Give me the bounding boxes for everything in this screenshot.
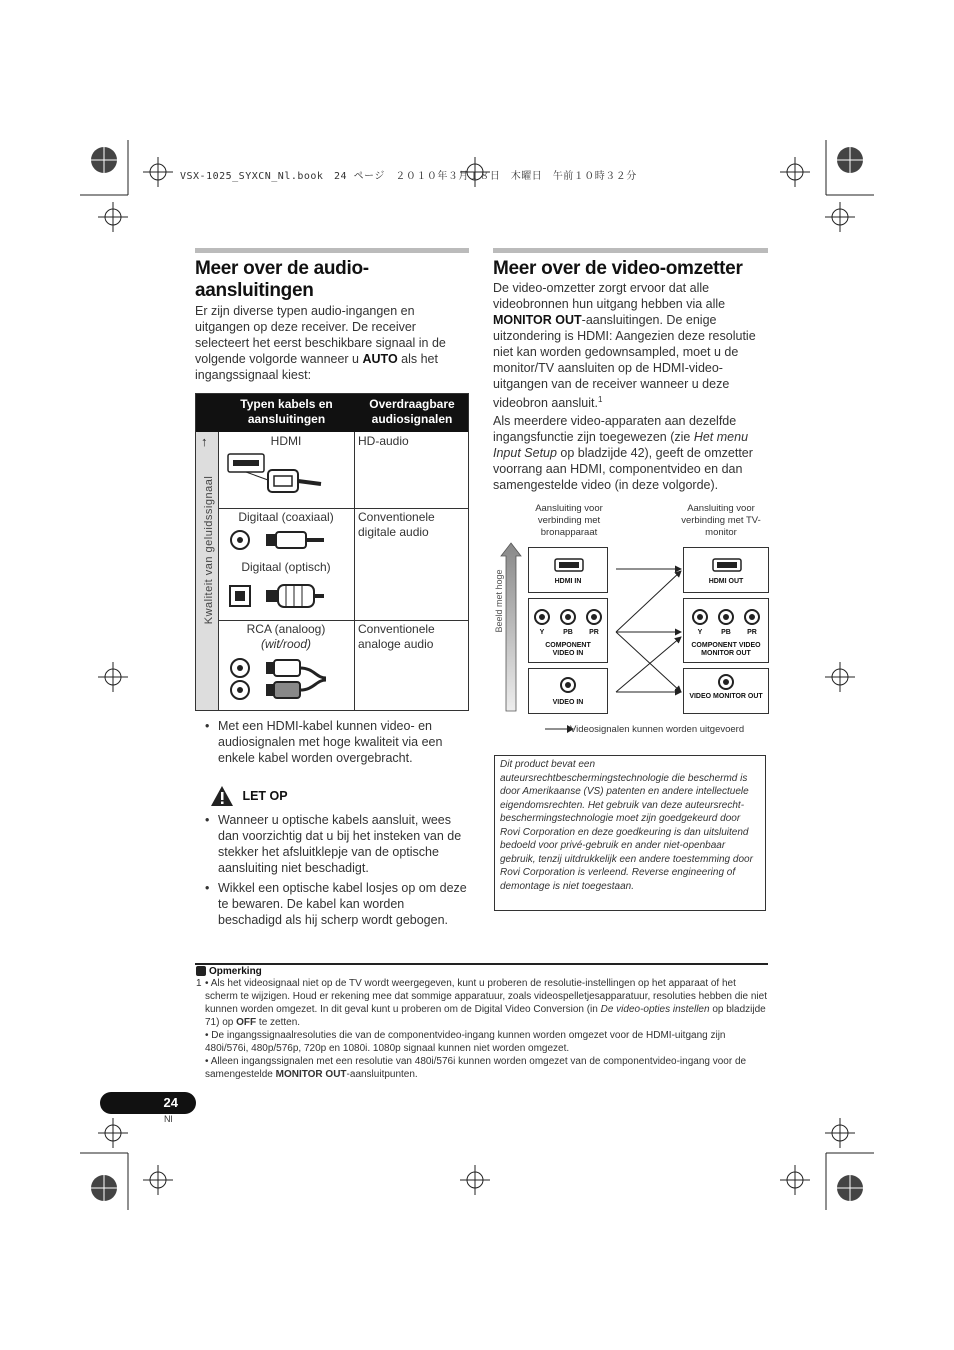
warning-icon xyxy=(210,785,234,807)
quality-arrow-icon: ↑ xyxy=(201,434,208,449)
footnote-body xyxy=(196,977,768,1081)
audio-intro xyxy=(195,303,469,383)
footnote-3 xyxy=(196,1055,768,1081)
hdmi-out-box xyxy=(683,547,769,593)
footnote-1 xyxy=(196,977,768,1029)
caution-item: • Wanneer u optische kabels aansluit, wees dan voorzichtig dat u bij het insteken van de stekker het afsluitklepje van de optische aansluiting niet beschadigt. xyxy=(196,812,470,876)
auto-label: AUTO xyxy=(362,352,398,366)
file-header: VSX-1025_SYXCN_Nl.book 24 ページ ２０１０年３月１８日 木曜日 午前１０時３２分 xyxy=(180,171,637,182)
hdmi-bullet: • Met een HDMI-kabel kunnen video- en audiosignalen met hoge kwaliteit via een enkele kabel worden overgebracht. xyxy=(196,718,470,766)
row-analog-signal: Conventionele analoge audio xyxy=(358,622,435,651)
row-digital-signal: Conventionele digitale audio xyxy=(358,510,435,539)
rca-sub-label: (wit/rood) xyxy=(260,637,311,651)
hdmi-out-port-icon xyxy=(712,558,742,572)
diagram-side-label: Beeld met hoge xyxy=(494,569,504,633)
input-setup-ref: Het menu Input Setup xyxy=(493,430,749,460)
note-3-end: -aansluitpunten. xyxy=(346,1069,418,1080)
note-icon xyxy=(196,966,206,976)
page-number-tab xyxy=(100,1092,196,1114)
component-in-label: COMPONENT VIDEO IN xyxy=(545,642,591,657)
audio-bullets xyxy=(196,718,470,770)
video-out-label: VIDEO MONITOR OUT xyxy=(689,693,763,700)
rca-label: RCA (analoog) xyxy=(246,622,326,636)
section-bar-video xyxy=(493,248,768,253)
row-hdmi-cable: HDMI xyxy=(270,434,302,448)
note-3-text: • Alleen ingangssignalen met een resolutie van 480i/576i kunnen worden omgezet van de componentvideo-ingang voor de samengestelde xyxy=(205,1056,747,1080)
video-p2-end: op bladzijde 42), geeft de omzetter voorrang aan HDMI, componentvideo en dan samengestelde video (in deze volgorde). xyxy=(493,446,753,492)
diagram-legend: Videosignalen kunnen worden uitgevoerd xyxy=(570,724,745,735)
video-intro xyxy=(493,280,768,411)
video-p1-end: -aansluitingen. De enige uitzondering is HDMI: Aangezien deze resolutie niet kan worden gedownsampled, moet u de monitor/TV aansluiten op de HDMI-video-uitgangen van de receiver wanneer u deze videobron aansluit. xyxy=(493,313,756,411)
src-label: Aansluiting voor verbinding met bronapparaat xyxy=(535,503,603,538)
footnote-title: Opmerking xyxy=(209,966,262,977)
conversion-arrows xyxy=(608,547,683,717)
tv-label: Aansluiting voor verbinding met TV-monitor xyxy=(681,503,761,538)
hdmi-in-box xyxy=(528,547,608,593)
section-bar-audio xyxy=(195,248,469,253)
footnote-ref: 1 xyxy=(597,395,603,404)
note-1-text: • Als het videosignaal niet op de TV wordt weergegeven, kunt u proberen de resolutie-instellingen op het apparaat of het scherm te wijzigen. Houd er rekening mee dat sommige apparatuur, zoals videospelletjesapparatuur, resoluties hebben die niet kunnen worden omgezet. In dit geval kunt u proberen om de Digital Video Conversion (in xyxy=(205,978,767,1015)
page-number: 24 xyxy=(163,1095,178,1110)
footnote-number: 1 xyxy=(196,978,202,989)
video-p1-text: De video-omzetter zorgt ervoor dat alle videobronnen hun uitgang hebben via alle xyxy=(493,281,726,311)
row-optical-cable: Digitaal (optisch) xyxy=(241,560,331,574)
component-out-label: COMPONENT VIDEO MONITOR OUT xyxy=(691,642,761,657)
note-1-ref: De video-opties instellen xyxy=(600,1004,710,1015)
y-jack-icon xyxy=(534,609,550,625)
video-in-jack-icon xyxy=(560,677,576,693)
copyright-notice: Dit product bevat een auteursrechtbeschermingstechnologie die beschermd is door Amerikaanse (VS) patenten en andere intellectuele eigendomsrechten. Het gebruik van deze auteursrecht-beschermingstechnologie moet zijn goedgekeurd door Rovi Corporation en deze goedkeuring is dan uitsluitend bedoeld voor privé-gebruik en ander niet-openbaar gebruik, tenzij uitdrukkelijk een andere toestemming door Rovi Corporation is verleend. Reverse engineering of demontage is niet toegestaan. xyxy=(494,755,766,911)
audio-table xyxy=(195,393,469,711)
video-out-jack-icon xyxy=(718,674,734,690)
page-language: Nl xyxy=(164,1114,173,1124)
quality-label: Kwaliteit van geluidssignaal xyxy=(203,475,215,625)
y-out-label: Y xyxy=(697,629,703,636)
caution-item: • Wikkel een optische kabel losjes op om deze te bewaren. De kabel kan worden beschadigd als hij scherp wordt gebogen. xyxy=(196,880,470,928)
note-3-monitor-out: MONITOR OUT xyxy=(275,1069,347,1080)
y-label: Y xyxy=(539,629,545,636)
footnote-heading xyxy=(196,966,262,977)
caution-heading xyxy=(210,785,288,807)
coax-cable-icon xyxy=(226,526,354,554)
video-out-box xyxy=(683,668,769,714)
table-col-signals: Overdraagbare audiosignalen xyxy=(369,397,455,426)
pb-label: PB xyxy=(563,629,573,636)
hdmi-cable-icon xyxy=(226,450,356,500)
note-1-end: te zetten. xyxy=(256,1017,301,1028)
pb-jack-icon xyxy=(560,609,576,625)
footnote-divider xyxy=(195,963,768,965)
optical-cable-icon xyxy=(226,580,354,614)
pr-jack-icon xyxy=(586,609,602,625)
video-in-label: VIDEO IN xyxy=(552,699,584,706)
component-out-box xyxy=(683,598,769,663)
row-coax-cable: Digitaal (coaxiaal) xyxy=(238,510,334,524)
intro-text: Er zijn diverse typen audio-ingangen en uitgangen op deze receiver. De receiver selecteert het eerst beschikbare signaal in de volgende volgorde wanneer u xyxy=(195,304,446,366)
row-rca-cable xyxy=(218,622,354,652)
pb-out-jack-icon xyxy=(718,609,734,625)
y-out-jack-icon xyxy=(692,609,708,625)
row-hdmi-signal: HD-audio xyxy=(358,434,409,448)
intro-text-end: als het ingangssignaal kiest: xyxy=(195,352,438,382)
footnote-2: • De ingangssignaalresoluties die van de componentvideo-ingang kunnen worden omgezet voor de HDMI-uitgang zijn 480i/576i, 480p/576p, 720p en 1080i. 1080p signaal kunnen niet worden omgezet. xyxy=(205,1030,726,1054)
pr-label: PR xyxy=(589,629,599,636)
audio-title: Meer over de audio-aansluitingen xyxy=(195,258,369,301)
hdmi-out-label: HDMI OUT xyxy=(708,578,744,585)
note-1-off: OFF xyxy=(236,1017,257,1028)
monitor-out-label: MONITOR OUT xyxy=(493,313,582,327)
video-p2-text: Als meerdere video-apparaten aan dezelfde ingangsfunctie zijn toegewezen (zie xyxy=(493,414,737,444)
hdmi-port-icon xyxy=(554,558,584,572)
pr-out-jack-icon xyxy=(744,609,760,625)
hdmi-in-label: HDMI IN xyxy=(554,578,582,585)
pr-out-label: PR xyxy=(747,629,757,636)
caution-title: LET OP xyxy=(242,789,288,803)
video-priority xyxy=(493,413,768,493)
video-diagram xyxy=(493,500,771,745)
table-side xyxy=(196,432,218,710)
table-col-cables: Typen kabels en aansluitingen xyxy=(240,397,333,426)
table-header xyxy=(196,394,468,432)
pb-out-label: PB xyxy=(721,629,731,636)
note-1-mid: op bladzijde 71) op xyxy=(205,1004,766,1028)
rca-cable-icon xyxy=(226,656,354,704)
component-in-box xyxy=(528,598,608,663)
video-title: Meer over de video-omzetter xyxy=(493,258,743,279)
video-in-box xyxy=(528,668,608,714)
caution-list xyxy=(196,812,470,932)
